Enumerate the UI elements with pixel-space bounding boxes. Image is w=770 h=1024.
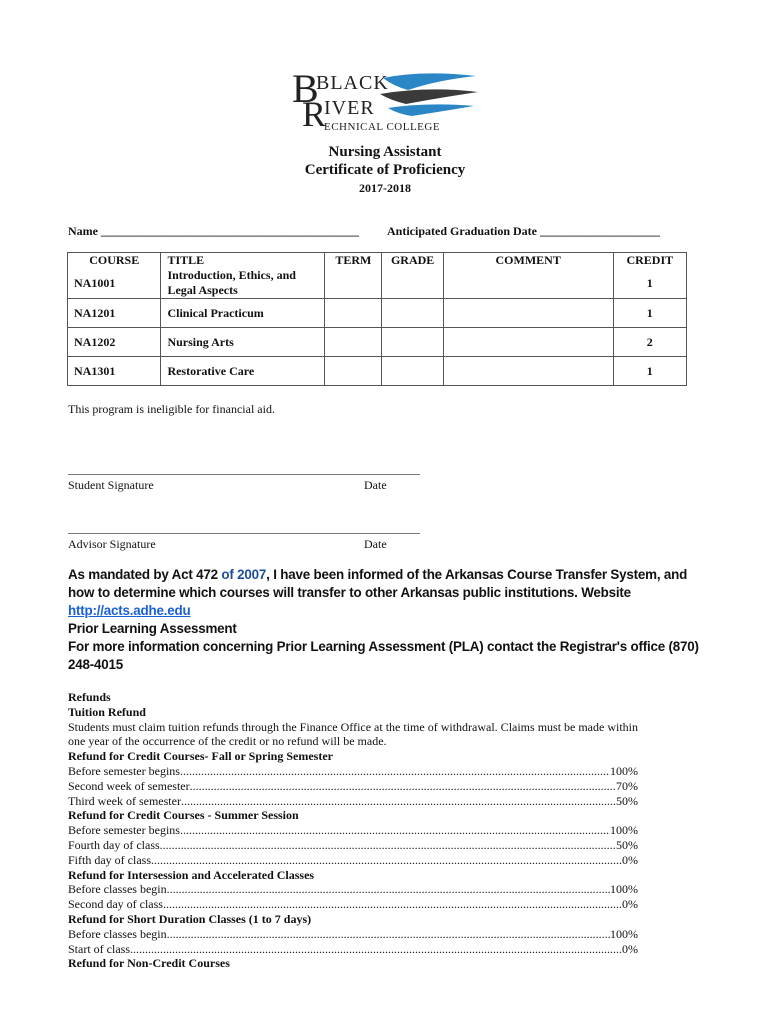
credit-value: 1 (613, 268, 686, 299)
program-title: Nursing Assistant (328, 144, 442, 160)
term-cell[interactable] (325, 328, 382, 357)
header-title: TITLE (161, 253, 325, 269)
svg-text:IVER: IVER (324, 97, 375, 119)
refund-line (68, 942, 638, 957)
act-mandate-statement (68, 566, 708, 620)
refund-value: 100% (610, 763, 638, 778)
mandate-text-2: , I have been informed of the Arkansas Course Transfer System, and how to determine which courses will transfer to other Arkansas public institutions. Website (68, 567, 688, 600)
refund-label: Before classes begin (68, 882, 167, 897)
term-cell[interactable] (325, 268, 382, 299)
comment-cell[interactable] (443, 357, 613, 386)
course-table (67, 252, 687, 386)
table-row (68, 268, 687, 299)
student-signature-label: Student Signature (68, 478, 154, 492)
refund-label: Before semester begins (68, 763, 180, 778)
svg-text:R: R (302, 94, 327, 134)
refund-line (68, 764, 638, 779)
refund-line (68, 823, 638, 838)
credit-value: 1 (613, 357, 686, 386)
refund-label: Before classes begin (68, 926, 167, 941)
advisor-date-label: Date (364, 537, 387, 551)
logo-wave-blue-1 (383, 73, 476, 90)
course-code: NA1001 (68, 268, 161, 299)
comment-cell[interactable] (443, 328, 613, 357)
mandate-text-1: As mandated by Act 472 (68, 567, 222, 582)
table-row (68, 299, 687, 328)
term-cell[interactable] (325, 357, 382, 386)
refunds-section (68, 690, 638, 971)
comment-cell[interactable] (443, 299, 613, 328)
course-code: NA1202 (68, 328, 161, 357)
course-code: NA1201 (68, 299, 161, 328)
refund-value: 100% (610, 823, 638, 838)
college-logo (288, 64, 488, 136)
refund-value: 70% (616, 778, 638, 793)
name-field[interactable]: Name ___________________________________________ (68, 224, 359, 238)
refund-label: Second week of semester (68, 778, 190, 793)
refund-line (68, 927, 638, 942)
course-title: Introduction, Ethics, and Legal Aspects (161, 268, 325, 299)
header-term: TERM (325, 253, 382, 269)
refund-value: 0% (622, 852, 638, 867)
refund-section-title: Refund for Short Duration Classes (1 to 7 days) (68, 911, 312, 926)
credit-value: 2 (613, 328, 686, 357)
refund-line (68, 838, 638, 853)
course-code: NA1301 (68, 357, 161, 386)
term-cell[interactable] (325, 299, 382, 328)
refund-line (68, 794, 638, 809)
course-title: Clinical Practicum (161, 299, 325, 328)
table-row (68, 328, 687, 357)
grade-cell[interactable] (382, 328, 443, 357)
acts-website-link[interactable]: http://acts.adhe.edu (68, 603, 191, 618)
refund-line (68, 897, 638, 912)
pla-text: For more information concerning Prior Learning Assessment (PLA) contact the Registrar's office (870) 248-4015 (68, 639, 699, 672)
refund-section-title: Refund for Credit Courses - Summer Session (68, 808, 299, 823)
refund-value: 100% (610, 882, 638, 897)
tuition-refund-heading: Tuition Refund (68, 704, 146, 719)
refund-line (68, 882, 638, 897)
refund-line (68, 779, 638, 794)
refund-line (68, 853, 638, 868)
header-grade: GRADE (382, 253, 443, 269)
refund-label: Fourth day of class (68, 837, 160, 852)
pla-section (68, 620, 708, 674)
graduation-date-field[interactable]: Anticipated Graduation Date ____________________ (387, 224, 660, 238)
course-title: Restorative Care (161, 357, 325, 386)
refund-value: 0% (622, 897, 638, 912)
logo-wave-blue-2 (388, 104, 474, 116)
refund-section-title: Refund for Credit Courses- Fall or Spring Semester (68, 749, 333, 764)
refund-value: 100% (610, 926, 638, 941)
grade-cell[interactable] (382, 357, 443, 386)
certificate-title: Certificate of Proficiency (304, 162, 466, 178)
logo-wave-dark (380, 89, 478, 104)
svg-text:BLACK: BLACK (316, 72, 389, 94)
student-signature-line[interactable] (68, 474, 420, 475)
refund-intro: Students must claim tuition refunds through the Finance Office at the time of withdrawal. Claims must be made within one year of the occurrence of the credit or no refund will be made. (68, 719, 639, 749)
academic-year: 2017-2018 (359, 181, 411, 195)
grade-cell[interactable] (382, 299, 443, 328)
advisor-signature-line[interactable] (68, 533, 420, 534)
table-header-row (68, 253, 687, 269)
advisor-signature-label: Advisor Signature (68, 537, 156, 551)
credit-value: 1 (613, 299, 686, 328)
financial-aid-note: This program is ineligible for financial aid. (68, 402, 275, 416)
refunds-heading: Refunds (68, 690, 111, 704)
header-credit: CREDIT (613, 253, 686, 269)
grade-cell[interactable] (382, 268, 443, 299)
refund-label: Fifth day of class (68, 852, 151, 867)
student-date-label: Date (364, 478, 387, 492)
refund-label: Second day of class (68, 897, 163, 912)
pla-heading: Prior Learning Assessment (68, 621, 237, 636)
mandate-year: of 2007 (221, 567, 267, 582)
svg-text:B: B (292, 66, 319, 111)
refund-value: 0% (622, 941, 638, 956)
table-row (68, 357, 687, 386)
header-course: COURSE (68, 253, 161, 269)
refund-section-title: Refund for Intersession and Accelerated Classes (68, 867, 315, 882)
refund-section-title: Refund for Non-Credit Courses (68, 956, 230, 971)
course-title: Nursing Arts (161, 328, 325, 357)
refund-value: 50% (616, 837, 638, 852)
refund-label: Third week of semester (68, 793, 181, 808)
refund-value: 50% (616, 793, 638, 808)
comment-cell[interactable] (443, 268, 613, 299)
refund-label: Start of class (68, 941, 130, 956)
refund-label: Before semester begins (68, 823, 180, 838)
svg-text:ECHNICAL COLLEGE: ECHNICAL COLLEGE (324, 121, 441, 133)
header-comment: COMMENT (443, 253, 613, 269)
